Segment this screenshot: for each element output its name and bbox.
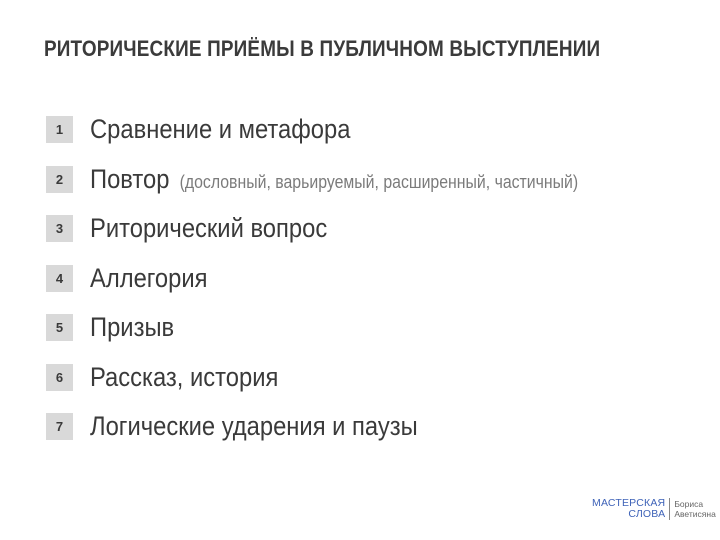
logo-subtitle [674, 499, 715, 519]
item-number-badge: 5 [46, 314, 73, 341]
logo-line-2: СЛОВА [628, 508, 666, 520]
item-number-badge: 4 [46, 265, 73, 292]
list-item [46, 105, 645, 155]
item-label-wrap [90, 411, 418, 442]
item-label-wrap [90, 114, 350, 145]
list-item [46, 402, 645, 452]
logo-line-1: МАСТЕРСКАЯ [592, 497, 666, 509]
list-item [46, 155, 645, 205]
item-label: Сравнение и метафора [90, 114, 351, 145]
item-number-badge: 6 [46, 364, 73, 391]
techniques-list [46, 105, 645, 452]
list-item [46, 303, 645, 353]
item-number-badge: 7 [46, 413, 73, 440]
list-item [46, 204, 645, 254]
item-number-badge: 2 [46, 166, 73, 193]
logo-sub-line-2: Аветисяна [674, 509, 716, 519]
item-label-wrap [90, 362, 278, 393]
item-number-badge: 1 [46, 116, 73, 143]
page-title: РИТОРИЧЕСКИЕ ПРИЁМЫ В ПУБЛИЧНОМ ВЫСТУПЛЕНИИ [44, 36, 601, 61]
item-label: Рассказ, история [90, 361, 279, 392]
item-note: (дословный, варьируемый, расширенный, частичный) [179, 171, 579, 192]
logo-sub-line-1: Бориса [674, 499, 704, 509]
item-label: Риторический вопрос [90, 213, 328, 244]
item-label: Логические ударения и паузы [90, 411, 418, 442]
item-label: Повтор [90, 163, 170, 194]
list-item [46, 254, 645, 304]
item-label: Аллегория [90, 262, 208, 293]
item-label-wrap [90, 263, 208, 294]
item-number-badge: 3 [46, 215, 73, 242]
item-label: Призыв [90, 312, 175, 343]
item-label-wrap [90, 213, 327, 244]
brand-logo [592, 498, 716, 520]
list-item [46, 353, 645, 403]
item-label-wrap [90, 164, 578, 195]
logo-divider [669, 498, 670, 520]
logo-title [592, 498, 665, 520]
item-label-wrap [90, 312, 174, 343]
